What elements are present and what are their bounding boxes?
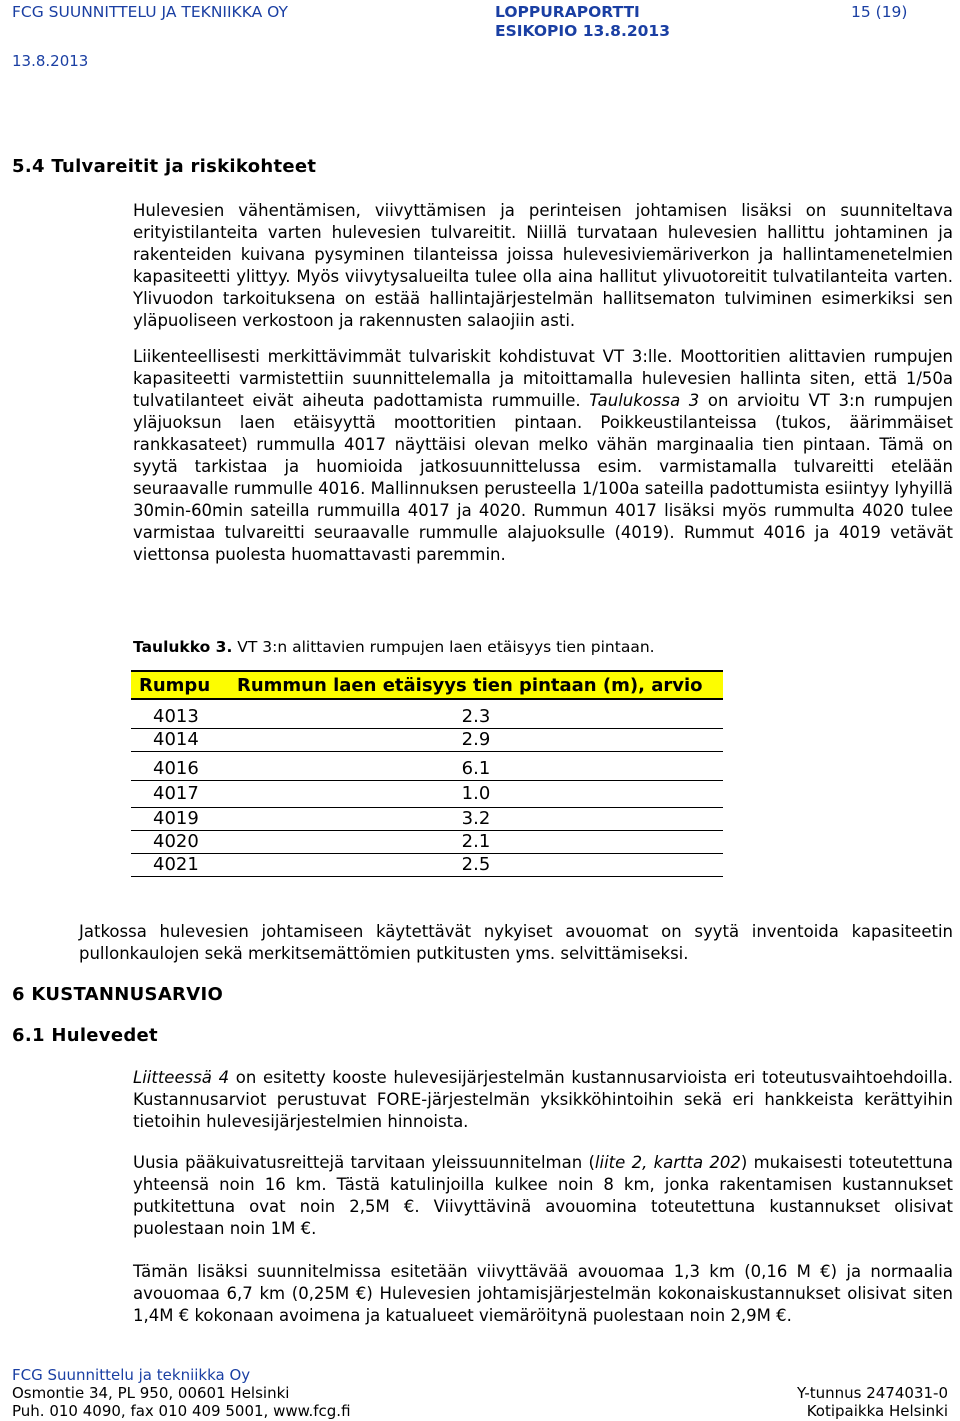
cell-value: 2.1 <box>229 831 723 854</box>
header-doc-subtitle: ESIKOPIO 13.8.2013 <box>495 22 670 40</box>
paragraph-avouomat <box>79 921 953 965</box>
section-heading-6: 6 KUSTANNUSARVIO <box>12 984 224 1005</box>
table-row <box>131 706 723 729</box>
table-row <box>131 758 723 781</box>
paragraph-text-part: on arvioitu VT 3:n rumpujen yläjuoksun laen etäisyyttä moottoritien pintaan. Poikkeustilanteissa (tukos, äärimmäiset rankkasateet) rummulla 4017 näyttäisi olevan melko vähän marginaalia tien pintaan. Tämä on syytä tarkistaa ja huomioida jatkosuunnittelussa esim. varmistamalla tulvareitti etelään seuraavalle rummulle 4016. Mallinnuksen perusteella 1/100a sateilla padottumista esiintyy lyhyillä 30min-60min sateilla rummuilla 4017 ja 4020. Rummun 4017 lisäksi myös rummulta 4020 tulee varmistaa tulvareitti seuraavalle rummulle alajuoksulle (4019). Rummut 4016 ja 4019 vetävät viettonsa puolesta huomattavasti paremmin. <box>133 391 954 564</box>
cell-rumpu: 4014 <box>131 729 229 752</box>
header-page-number: 15 (19) <box>851 3 908 21</box>
cell-value: 2.3 <box>229 706 723 729</box>
appendix-reference: Liitteessä 4 <box>133 1068 230 1087</box>
table-row <box>131 729 723 752</box>
section-heading-6-1: 6.1 Hulevedet <box>12 1025 158 1046</box>
footer-left <box>12 1366 351 1420</box>
footer-contact: Puh. 010 4090, fax 010 409 5001, www.fcg.fi <box>12 1402 351 1420</box>
cell-rumpu: 4016 <box>131 758 229 781</box>
paragraph-text <box>133 1152 953 1240</box>
header-company: FCG SUUNNITTELU JA TEKNIIKKA OY <box>12 3 288 21</box>
cell-rumpu: 4017 <box>131 781 229 808</box>
cell-rumpu: 4020 <box>131 831 229 854</box>
paragraph-tulvareitit <box>133 200 953 332</box>
table-row <box>131 781 723 808</box>
footer-ytunnus: Y-tunnus 2474031-0 <box>796 1384 948 1402</box>
footer-domicile: Kotipaikka Helsinki <box>806 1402 948 1420</box>
table-row <box>131 808 723 831</box>
paragraph-paakuivatusreitit <box>133 1152 953 1240</box>
footer-address: Osmontie 34, PL 950, 00601 Helsinki <box>12 1384 290 1402</box>
footer-company: FCG Suunnittelu ja tekniikka Oy <box>12 1366 251 1384</box>
paragraph-avouomat-kustannus <box>133 1261 953 1327</box>
paragraph-text <box>133 1067 953 1133</box>
paragraph-text: Jatkossa hulevesien johtamiseen käytettävät nykyiset avouomat on syytä inventoida kapasiteetin pullonkaulojen sekä merkitsemättömien putkitusten yms. selvittämiseksi. <box>79 922 953 963</box>
cell-value: 2.5 <box>229 854 723 877</box>
paragraph-text-part: Uusia pääkuivatusreittejä tarvitaan yleissuunnitelman ( <box>133 1153 595 1172</box>
paragraph-liite4 <box>133 1067 953 1133</box>
paragraph-text <box>133 346 953 566</box>
paragraph-text-part: Liikenteellisesti merkittävimmät tulvariskit kohdistuvat VT 3:lle. Moottoritien alittavien rumpujen kapasiteetti varmistettiin suunnittelemalla ja mitoittamalla hulevesien hallinta siten, että 1/50a tulvatilanteet eivät aiheuta padottamista rummuille. <box>133 347 953 410</box>
table-row <box>131 854 723 877</box>
section-heading-5-4: 5.4 Tulvareitit ja riskikohteet <box>12 156 317 177</box>
paragraph-text-part: on esitetty kooste hulevesijärjestelmän kustannusarvioista eri toteutusvaihtoehdoilla. Kustannusarviot perustuvat FORE-järjestelmän yksikköhintoihin sekä eri hankkeista kerättyihin tietoihin hulevesijärjestelmien hinnoista. <box>133 1068 953 1131</box>
table-caption-label: Taulukko 3. <box>133 638 233 656</box>
table-caption-text: VT 3:n alittavien rumpujen laen etäisyys tien pintaan. <box>232 638 655 656</box>
paragraph-text: Hulevesien vähentämisen, viivyttämisen ja perinteisen johtamisen lisäksi on suunniteltava erityistilanteita varten hulevesien tulvareitit. Niillä turvataan hulevesien hallittu johtaminen ja rakenteiden kuivana pysyminen tilanteissa joissa hulevesiviemäriverkon ja hallintamenetelmien kapasiteetti ylittyy. Myös viivytysalueilta tulee olla aina hallitut ylivuotoreitit tulvatilanteita varten. Ylivuodon tarkoituksena on estää hallintajärjestelmän hallitsematon tulviminen esimerkiksi sen yläpuoliseen verkostoon ja rakennusten salaojiin asti. <box>133 201 953 330</box>
column-header-etaisyys: Rummun laen etäisyys tien pintaan (m), arvio <box>229 671 723 699</box>
table-reference: Taulukossa 3 <box>589 391 700 410</box>
table-caption <box>133 638 655 656</box>
paragraph-tulvariskit <box>133 346 953 566</box>
cell-value: 1.0 <box>229 781 723 808</box>
culvert-table <box>131 670 723 877</box>
paragraph-text-part: ) mukaisesti toteutettuna yhteensä noin 16 km. Tästä katulinjoilla kulkee noin 8 km, jonka rakentamisen kustannukset putkitettuna ovat noin 2,5M €. Viivyttävinä avouomina toteutettuna kustannukset olisivat puolestaan noin 1M €. <box>133 1153 953 1238</box>
paragraph-text: Tämän lisäksi suunnitelmissa esitetään viivyttävää avouomaa 1,3 km (0,16 M €) ja normaalia avouomaa 6,7 km (0,25M €) Hulevesien johtamisjärjestelmän kokonaiskustannukset olisivat siten 1,4M € kokonaan avoimena ja katualueet viemäröitynä puolestaan noin 2,9M €. <box>133 1262 953 1325</box>
cell-value: 2.9 <box>229 729 723 752</box>
cell-value: 6.1 <box>229 758 723 781</box>
table-row <box>131 831 723 854</box>
cell-rumpu: 4013 <box>131 706 229 729</box>
table-container <box>131 670 723 877</box>
table-header-row <box>131 671 723 699</box>
column-header-rumpu: Rumpu <box>131 671 229 699</box>
cell-value: 3.2 <box>229 808 723 831</box>
appendix-reference: liite 2, kartta 202 <box>594 1153 741 1172</box>
header-doc-title: LOPPURAPORTTI <box>495 3 640 21</box>
cell-rumpu: 4019 <box>131 808 229 831</box>
cell-rumpu: 4021 <box>131 854 229 877</box>
footer-right <box>797 1384 948 1420</box>
header-date: 13.8.2013 <box>12 52 89 70</box>
